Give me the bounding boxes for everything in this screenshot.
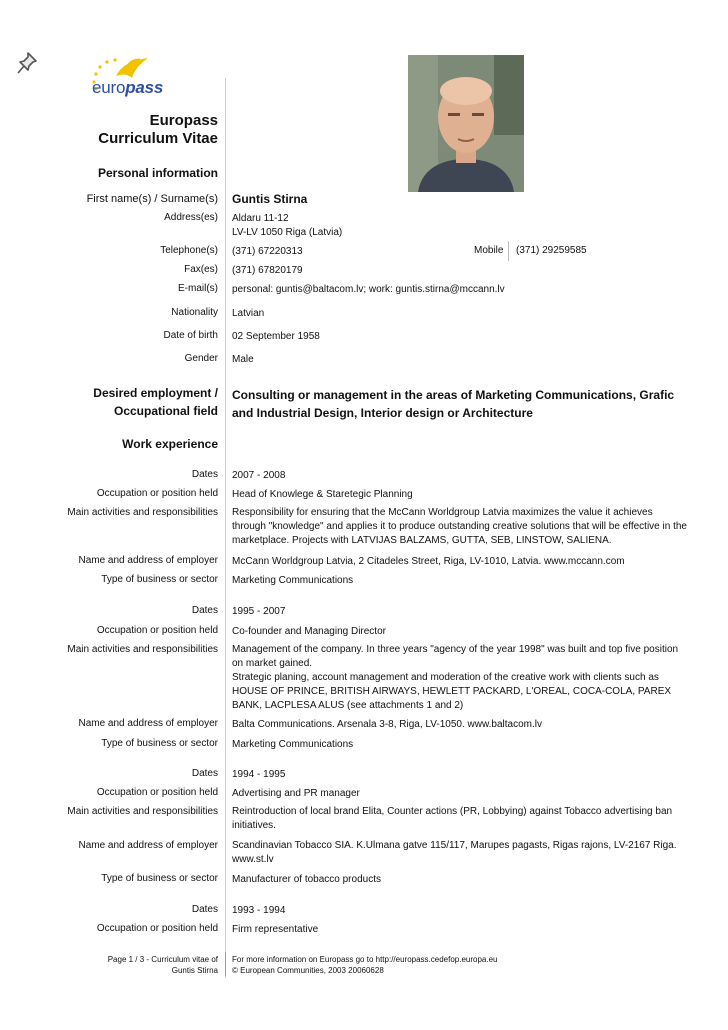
fax-label: Fax(es) — [184, 264, 218, 275]
fax-value: (371) 67820179 — [232, 265, 303, 276]
employer-label: Name and address of employer — [78, 718, 218, 729]
employer-label: Name and address of employer — [78, 840, 218, 851]
mobile-value: (371) 29259585 — [516, 245, 587, 256]
footer-page-info — [108, 954, 218, 976]
entry2-sector: Marketing Communications — [232, 739, 354, 750]
europass-wordmark — [92, 78, 163, 98]
footer-right-line-2: © European Communities, 2003 20060628 — [232, 966, 384, 975]
email-value: personal: guntis@baltacom.lv; work: guntis.stirna@mccann.lv — [232, 284, 505, 295]
entry1-occupation: Head of Knowlege & Staretegic Planning — [232, 489, 413, 500]
section-work-experience: Work experience — [122, 437, 218, 451]
dates-label: Dates — [191, 605, 218, 616]
email-label: E-mail(s) — [178, 283, 218, 294]
entry4-occupation: Firm representative — [232, 924, 319, 935]
telephone-value: (371) 67220313 — [232, 246, 303, 257]
portrait-photo — [408, 55, 524, 192]
address-line-1: Aldaru 11-12 — [232, 213, 289, 224]
desired-employment-value: Consulting or management in the areas of Marketing Communications, Grafic and Industrial Design, Interior design or Architecture — [232, 388, 675, 420]
footer-left-line-2: Guntis Stirna — [171, 966, 218, 975]
occupation-label: Occupation or position held — [96, 488, 218, 499]
footer-europass-info — [232, 954, 498, 976]
column-divider — [225, 78, 226, 978]
entry4-dates: 1993 - 1994 — [232, 905, 286, 916]
entry2-activities-2: Strategic planing, account management and moderation of the creative work with clients such as HOUSE OF PRINCE, BRITISH AIRWAYS, HEWLETT PACKARD, L'OREAL, COCA-COLA, PAREX BANK, LACPLESA ALUS (see attachments 1 and 2) — [232, 672, 672, 711]
occupation-label: Occupation or position held — [96, 787, 218, 798]
entry3-dates: 1994 - 1995 — [232, 769, 286, 780]
pushpin-icon[interactable] — [16, 47, 46, 77]
cv-title-europass: Europass — [149, 112, 218, 129]
entry3-occupation: Advertising and PR manager — [232, 788, 360, 799]
dates-label: Dates — [191, 904, 218, 915]
footer-left-line-1: Page 1 / 3 - Curriculum vitae of — [107, 955, 218, 964]
gender-label: Gender — [184, 353, 218, 364]
entry3-activities: Reintroduction of local brand Elita, Counter actions (PR, Lobbying) against Tobacco advertising ban initiatives. — [232, 806, 673, 831]
employer-label: Name and address of employer — [78, 555, 218, 566]
occupation-label: Occupation or position held — [96, 923, 218, 934]
footer-divider — [225, 952, 226, 976]
activities-label: Main activities and responsibilities — [67, 644, 218, 655]
sector-label: Type of business or sector — [101, 738, 218, 749]
address-line-2: LV-LV 1050 Riga (Latvia) — [232, 227, 343, 238]
name-label: First name(s) / Surname(s) — [86, 193, 218, 205]
entry1-activities: Responsibility for ensuring that the McCann Worldgroup Latvia maximizes the value it achieves through "knowledge" and applies it to produce outstanding creative solutions that will be effective in the marketplace. Projects with LATVIJAS BALZAMS, GUTTA, SEB, LINSTOW, SALIENA. — [232, 507, 687, 546]
occupation-label: Occupation or position held — [96, 625, 218, 636]
nationality-label: Nationality — [171, 307, 218, 318]
telephone-label: Telephone(s) — [160, 245, 218, 256]
entry1-dates: 2007 - 2008 — [232, 470, 286, 481]
entry2-employer: Balta Communications. Arsenala 3-8, Riga, LV-1050. www.baltacom.lv — [232, 719, 542, 730]
entry2-occupation: Co-founder and Managing Director — [232, 626, 386, 637]
entry2-activities-1: Management of the company. In three years "agency of the year 1998" was built and top five position on market gained. — [232, 644, 679, 669]
activities-label: Main activities and responsibilities — [67, 806, 218, 817]
logo-suffix: pass — [125, 78, 164, 97]
full-name: Guntis Stirna — [232, 192, 308, 206]
activities-label: Main activities and responsibilities — [67, 507, 218, 518]
entry3-employer: Scandinavian Tobacco SIA. K.Ulmana gatve 115/117, Marupes pagasts, Rigas rajons, LV-2167 Riga. www.st.lv — [232, 840, 677, 865]
mobile-label: Mobile — [474, 245, 504, 256]
gender-value: Male — [232, 354, 254, 365]
entry2-dates: 1995 - 2007 — [232, 606, 286, 617]
footer-right-line-1: For more information on Europass go to http://europass.cedefop.europa.eu — [232, 955, 498, 964]
desired-employment-label-2: Occupational field — [113, 404, 218, 418]
dates-label: Dates — [191, 768, 218, 779]
nationality-value: Latvian — [232, 308, 265, 319]
entry1-sector: Marketing Communications — [232, 575, 354, 586]
mobile-divider — [508, 241, 509, 261]
desired-employment-label-1: Desired employment / — [93, 386, 218, 400]
entry3-sector: Manufacturer of tobacco products — [232, 874, 381, 885]
entry1-employer: McCann Worldgroup Latvia, 2 Citadeles Street, Riga, LV-1010, Latvia. www.mccann.com — [232, 556, 625, 567]
sector-label: Type of business or sector — [101, 574, 218, 585]
dates-label: Dates — [191, 469, 218, 480]
cv-title: Curriculum Vitae — [98, 130, 218, 147]
sector-label: Type of business or sector — [101, 873, 218, 884]
logo-prefix: euro — [92, 78, 126, 97]
section-personal-information: Personal information — [97, 166, 218, 180]
dob-label: Date of birth — [163, 330, 218, 341]
dob-value: 02 September 1958 — [232, 331, 320, 342]
address-label: Address(es) — [164, 212, 218, 223]
